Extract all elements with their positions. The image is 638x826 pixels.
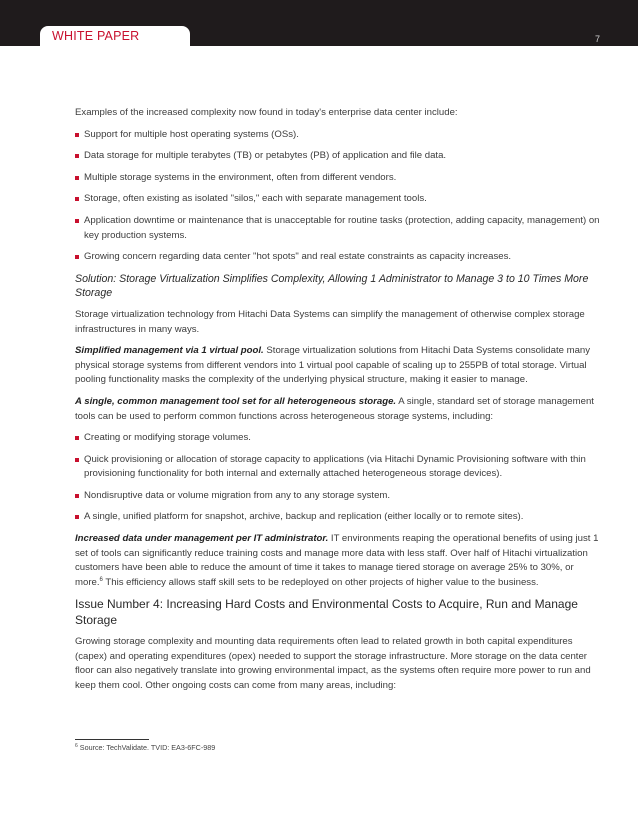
list-item-text: Application downtime or maintenance that is unacceptable for routine tasks (protection, adding capacity, management) on key production systems. (84, 214, 600, 241)
bullet-square-icon (75, 458, 79, 462)
list-item-text: Storage, often existing as isolated "silos," each with separate management tools. (84, 193, 427, 205)
toolset-lead: A single, common management tool set for all heterogeneous storage. (75, 395, 397, 407)
bullet-square-icon (75, 219, 79, 223)
simplified-management-body: Storage virtualization solutions from Hitachi Data Systems consolidate many physical storage systems from different vendors into 1 virtual pool capable of scaling up to 255PB of total storage. Virtual pooling functionality masks the complexity of the underlying physical structure, making it easier to manage. (75, 345, 591, 386)
list-item (75, 453, 602, 482)
solution-intro-paragraph: Storage virtualization technology from Hitachi Data Systems can simplify the management of otherwise complex storage infrastructures in many ways. (75, 308, 585, 335)
bullet-square-icon (75, 515, 79, 519)
list-item (75, 149, 602, 164)
bullet-square-icon (75, 255, 79, 259)
bullet-square-icon (75, 176, 79, 180)
list-item (75, 128, 602, 143)
list-item (75, 431, 602, 446)
increased-data-body-a: IT environments reaping the operational benefits of using just 1 set of tools can significantly reduce training costs and manage more data with less staff. Over half of Hitachi virtualization customers have been able to reduce the amount of time it takes to manage tiered storage on average 25% to 30%, or more. (75, 533, 599, 588)
list-item-text: Support for multiple host operating systems (OSs). (84, 128, 299, 140)
page-header-bar (0, 0, 638, 46)
list-item-text: Growing concern regarding data center "hot spots" and real estate constraints as capacity increases. (84, 251, 512, 263)
bullet-square-icon (75, 154, 79, 158)
list-item (75, 192, 602, 207)
issue-heading: Issue Number 4: Increasing Hard Costs and Environmental Costs to Acquire, Run and Manage Storage (75, 597, 578, 627)
list-item-text: Nondisruptive data or volume migration from any to any storage system. (84, 489, 391, 501)
increased-data-paragraph (75, 532, 602, 590)
list-item (75, 510, 602, 525)
list-item-text: Multiple storage systems in the environment, often from different vendors. (84, 171, 397, 183)
solution-heading: Solution: Storage Virtualization Simplifies Complexity, Allowing 1 Administrator to Manage 3 to 10 Times More Storage (75, 272, 589, 300)
list-item (75, 214, 602, 243)
bullet-square-icon (75, 133, 79, 137)
list-item-text: Creating or modifying storage volumes. (84, 432, 251, 444)
increased-data-lead: Increased data under management per IT administrator. (75, 533, 329, 545)
increased-data-body-b: This efficiency allows staff skill sets to be redeployed on other projects of higher value to the business. (102, 576, 539, 588)
complexity-list (75, 128, 602, 265)
document-type-label: WHITE PAPER (52, 29, 140, 43)
footnote-number: 6 (75, 743, 78, 749)
bullet-square-icon (75, 197, 79, 201)
footnote-text: Source: TechValidate. TVID: EA3-6FC-989 (77, 743, 216, 752)
toolset-list (75, 431, 602, 525)
footnote (75, 743, 215, 752)
bullet-square-icon (75, 436, 79, 440)
intro-paragraph: Examples of the increased complexity now found in today's enterprise data center include: (75, 107, 458, 118)
page-number: 7 (594, 34, 600, 44)
toolset-paragraph (75, 395, 602, 424)
footnote-reference: 6 (99, 576, 103, 583)
issue-body-paragraph: Growing storage complexity and mounting data requirements often lead to related growth in both capital expenditures (capex) and operating expenditures (opex) needed to support the storage infrastructure. More storage on the data center floor can also negatively translate into growing environmental impact, as the systems often require more power to run and keep them cool. Other ongoing costs can come from many areas, including: (75, 636, 591, 692)
header-tab (40, 26, 190, 46)
list-item-text: Data storage for multiple terabytes (TB) or petabytes (PB) of application and file data. (84, 150, 447, 162)
simplified-management-lead: Simplified management via 1 virtual pool. (75, 345, 264, 357)
list-item (75, 489, 602, 504)
list-item-text: Quick provisioning or allocation of storage capacity to applications (via Hitachi Dynamic Provisioning software with thin provisioning functionality for both internal and externally attached heterogeneous storage devices). (84, 453, 586, 480)
toolset-body: A single, standard set of storage management tools can be used to perform common functions across heterogeneous storage systems, including: (75, 395, 594, 422)
bullet-square-icon (75, 494, 79, 498)
list-item-text: A single, unified platform for snapshot, archive, backup and replication (either locally or to remote sites). (84, 511, 524, 523)
list-item (75, 250, 602, 265)
simplified-management-paragraph (75, 344, 602, 388)
page-body (75, 106, 602, 701)
footnote-divider (75, 739, 149, 740)
list-item (75, 171, 602, 186)
